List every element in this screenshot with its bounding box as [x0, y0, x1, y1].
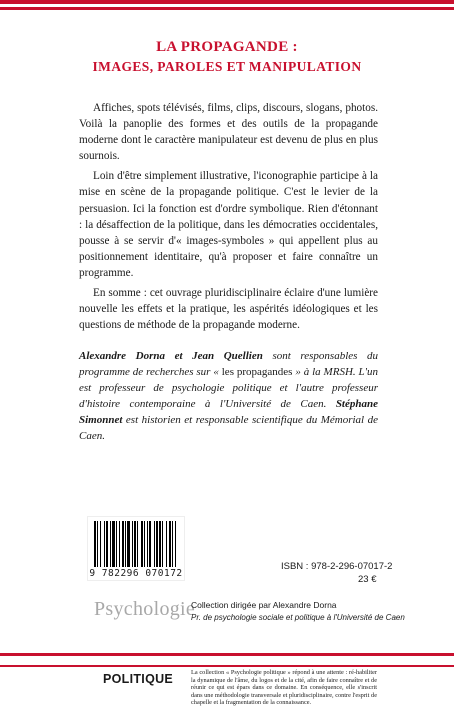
bottom-red-stripe	[0, 653, 454, 656]
title-line-2: IMAGES, PAROLES ET MANIPULATION	[92, 59, 362, 74]
blurb-paragraph-2: Loin d'être simplement illustrative, l'iconographie participe à la mise en scène de la propagande politique. C'est le levier de la persuasion. Ici la fonction est d'ordre symbolique. Rien d'étonnant : la désaffection de la politique, dans les démocraties occidentales, pousse à se servir d'« images-symboles » qui appellent plus au positionnement identitaire, qu'à proposer et faire connaître un programme.	[79, 170, 378, 279]
author-bio-text-1: sont responsables du programme de recherches sur «	[79, 350, 379, 378]
blurb	[79, 100, 378, 337]
barcode	[87, 516, 185, 581]
collection-director: Collection dirigée par Alexandre Dorna	[191, 600, 337, 610]
barcode-number: 9 782296 070172	[89, 568, 183, 579]
top-red-stripe-thin	[0, 7, 454, 10]
author-bio	[79, 348, 378, 444]
collection-director-role: Pr. de psychologie sociale et politique à l'Université de Caen	[191, 613, 405, 622]
author-bio-text-3: est historien et responsable scientifique du Mémorial de Caen.	[79, 414, 378, 442]
book-title	[0, 38, 454, 76]
barcode-bars	[94, 521, 178, 567]
blurb-paragraph-1: Affiches, spots télévisés, films, clips, discours, slogans, photos. Voilà la panoplie des formes et des outils de la propagande moderne dont le caractère manipulateur est devenu de plus en plus sournois.	[79, 102, 378, 163]
title-line-1: LA PROPAGANDE :	[156, 39, 298, 55]
bottom-red-stripe-thin	[0, 665, 454, 667]
blurb-paragraph-3: En somme : cet ouvrage pluridisciplinaire éclaire d'une lumière nouvelle les effets et la pratique, les aspérités idéologiques et les questions de méthode de la propagande moderne.	[79, 287, 378, 332]
isbn: ISBN : 978-2-296-07017-2	[281, 561, 393, 572]
series-label: POLITIQUE	[103, 672, 174, 686]
author-bio-text-2: » à la MRSH. L'un est professeur de psychologie politique et l'autre professeur d'histoire contemporaine à l'Université de Caen.	[79, 366, 378, 410]
author-names-1: Alexandre Dorna et Jean Quellien	[79, 350, 263, 362]
author-names-2: Stéphane Simonnet	[79, 398, 378, 426]
collection-logo: Psychologie	[94, 598, 196, 620]
author-bio-upright: les propagandes	[221, 366, 293, 378]
price: 23 €	[358, 574, 377, 585]
top-red-stripe	[0, 0, 454, 4]
series-description: La collection « Psychologie politique » répond à une attente : ré-habiliter la dynamique de l'âme, du logos et de la cité, afin de faire connaître et de réunir ce qui est épars dans ce domaine. En conséquence, elle s'inscrit dans une méthodologie transversale et pluridisciplinaire, contre l'esprit de chapelle et la fragmentation de la connaissance.	[191, 669, 377, 706]
